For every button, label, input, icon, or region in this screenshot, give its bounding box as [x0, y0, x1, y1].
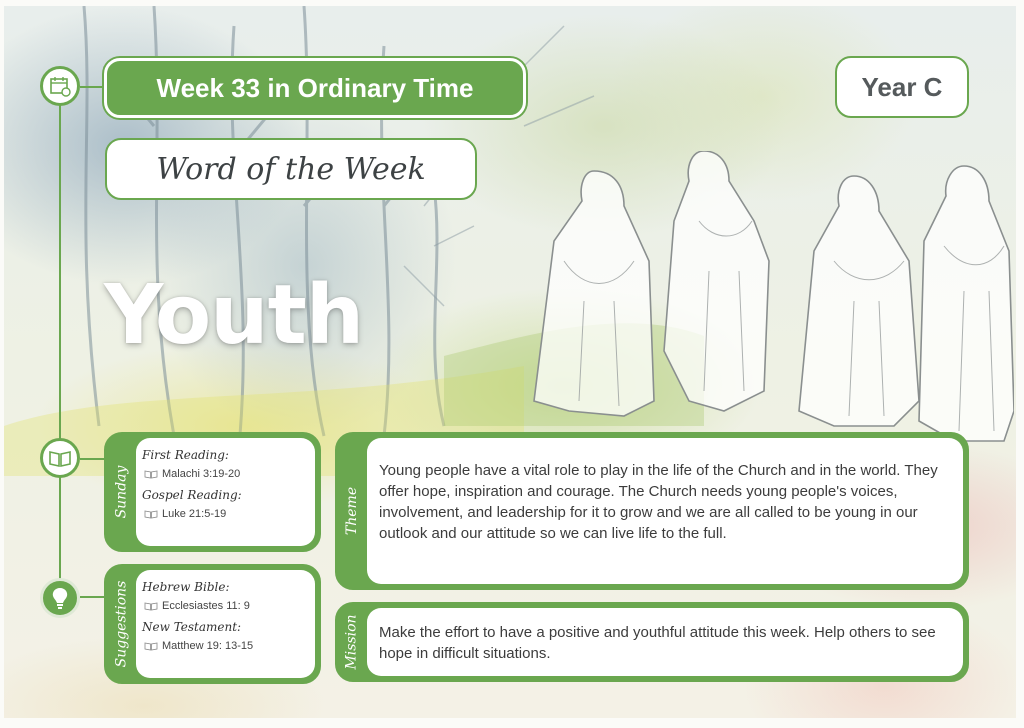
reading-label: Gospel Reading: [142, 488, 242, 502]
theme-panel [335, 432, 969, 590]
panel-tab [106, 434, 136, 550]
open-book-icon [40, 438, 80, 478]
mission-panel [335, 602, 969, 682]
suggested-readings-panel [104, 564, 321, 684]
mission-text: Make the effort to have a positive and youthful attitude this week. Help others to see hope in difficult situations. [379, 624, 936, 662]
sunday-readings-panel [104, 432, 321, 552]
reading-ref-text: Luke 21:5-19 [162, 508, 227, 520]
theme-tab-label: Theme [344, 486, 361, 536]
book-mini-icon [144, 642, 158, 651]
book-mini-icon [144, 470, 158, 479]
week-title: Week 33 in Ordinary Time [104, 58, 526, 118]
sunday-tab-label: Sunday [113, 465, 129, 519]
panel-tab [106, 566, 136, 682]
reading-reference [144, 638, 307, 654]
reading-ref-text: Malachi 3:19-20 [162, 468, 241, 480]
timeline-connector [80, 86, 106, 88]
timeline-connector [80, 596, 106, 598]
reading-reference [144, 598, 307, 614]
mission-tab-label: Mission [344, 614, 361, 670]
worksheet-page [4, 6, 1016, 718]
reading-label: First Reading: [142, 448, 229, 462]
panel-tab [337, 604, 367, 680]
timeline-line [59, 86, 61, 606]
reading-ref-text: Ecclesiastes 11: 9 [162, 600, 250, 612]
book-mini-icon [144, 602, 158, 611]
reading-reference [144, 466, 307, 482]
word-of-week: Youth [104, 268, 364, 363]
book-mini-icon [144, 510, 158, 519]
reading-ref-text: Matthew 19: 13-15 [162, 640, 254, 652]
word-of-week-label: Word of the Week [105, 138, 477, 200]
year-badge: Year C [835, 56, 969, 118]
panel-tab [337, 434, 367, 588]
reading-reference [144, 506, 307, 522]
reading-label: Hebrew Bible: [142, 580, 230, 594]
theme-text: Young people have a vital role to play in the life of the Church and in the world. They offer hope, inspiration and courage. The Church needs young people's voices, involvement, and leadership for it to grow and we are all called to be young in our outlook and our attitude so we can live life to the full. [379, 462, 938, 542]
lightbulb-icon [40, 578, 80, 618]
suggestions-tab-label: Suggestions [113, 580, 130, 668]
timeline-connector [80, 458, 106, 460]
reading-label: New Testament: [142, 620, 242, 634]
calendar-icon [40, 66, 80, 106]
